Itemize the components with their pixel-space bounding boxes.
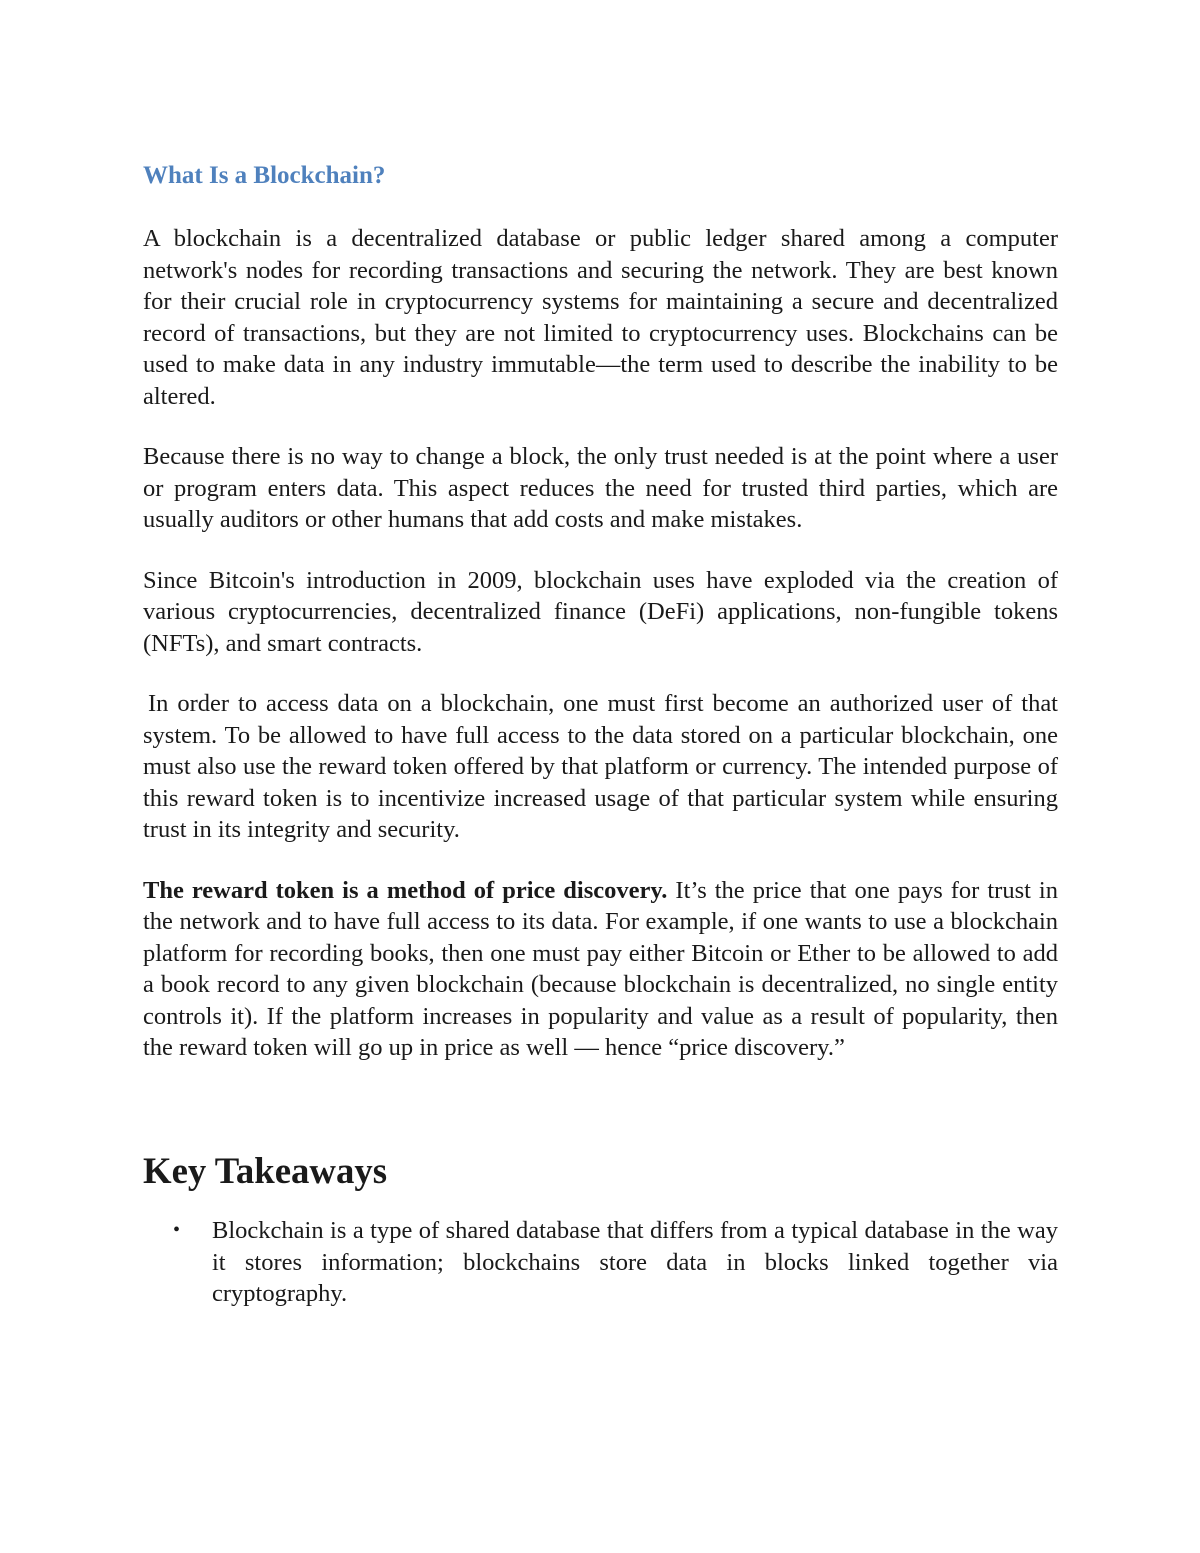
paragraph-trust: Because there is no way to change a block, the only trust needed is at the point where a user or program enters data. This aspect reduces the need for trusted third parties, which are usually auditors or other humans that add costs and make mistakes. — [143, 443, 1058, 533]
reward-token-body: It’s the price that one pays for trust in the network and to have full access to its data. For example, if one wants to use a blockchain platform for recording books, then one must pay either Bitcoin or Ether to be allowed to add a book record to any given blockchain (because blockchain is decentralized, no single entity controls it). If the platform increases in popularity and value as a result of popularity, then the reward token will go up in price as well — hence “price discovery.” — [143, 876, 1058, 1061]
paragraph-definition: A blockchain is a decentralized database or public ledger shared among a computer network's nodes for recording transactions and securing the network. They are best known for their crucial role in cryptocurrency systems for maintaining a secure and decentralized record of transactions, but they are not limited to cryptocurrency uses. Blockchains can be used to make data in any industry immutable—the term used to describe the inability to be altered. — [143, 225, 1058, 410]
paragraph-access: In order to access data on a blockchain, one must first become an authorized user of that system. To be allowed to have full access to the data stored on a particular blockchain, one must also use the reward token offered by that platform or currency. The intended purpose of this reward token is to incentivize increased usage of that particular system while ensuring trust in its integrity and security. — [143, 690, 1058, 843]
bullet-icon: • — [173, 1219, 181, 1241]
reward-token-lead: The reward token is a method of price discovery. — [143, 876, 668, 904]
page-title: What Is a Blockchain? — [143, 162, 386, 189]
takeaway-text: Blockchain is a type of shared database that differs from a typical database in the way it stores information; blockchains store data in blocks linked together via cryptography. — [212, 1217, 1058, 1307]
key-takeaways-list — [143, 1215, 1058, 1310]
list-item — [143, 1215, 1058, 1310]
key-takeaways-heading: Key Takeaways — [143, 1149, 388, 1191]
document-body — [143, 160, 1058, 1310]
paragraph-history: Since Bitcoin's introduction in 2009, blockchain uses have exploded via the creation of various cryptocurrencies, decentralized finance (DeFi) applications, non-fungible tokens (NFTs), and smart contracts. — [143, 566, 1058, 657]
paragraph-reward-token — [143, 875, 1058, 1064]
section-spacer — [143, 1093, 1058, 1155]
